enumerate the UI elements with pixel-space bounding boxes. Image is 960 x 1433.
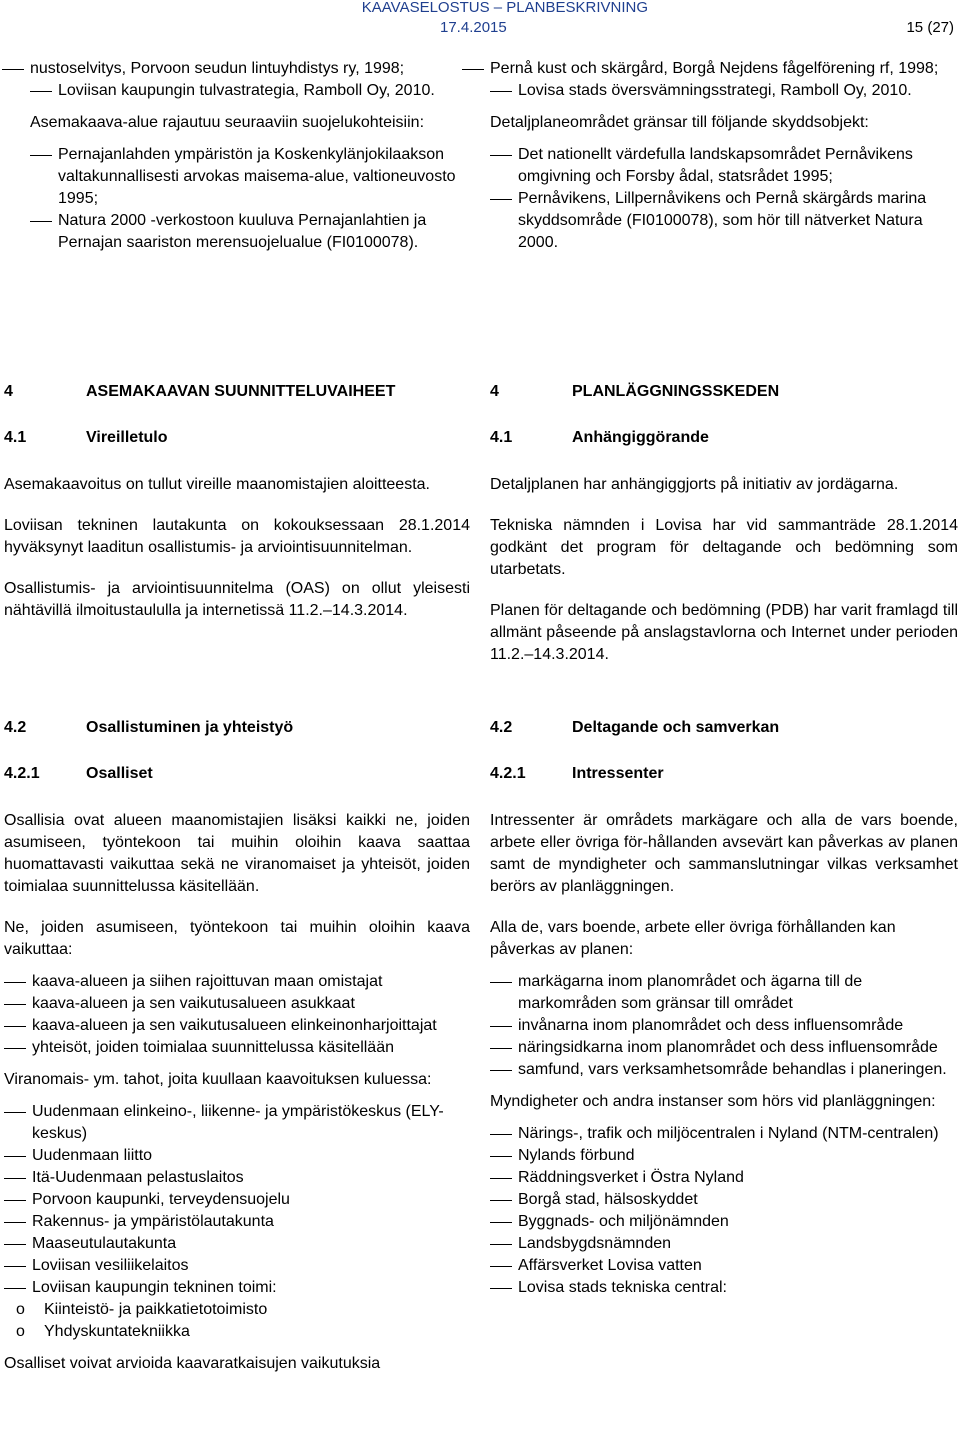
- section-4-2-1-sv: [490, 810, 958, 1299]
- list-item: Byggnads- och miljönämnden: [490, 1211, 958, 1233]
- document-title: KAAVASELOSTUS – PLANBESKRIVNING: [361, 0, 648, 16]
- paragraph: Detaljplaneområdet gränsar till följande skyddsobjekt:: [490, 114, 869, 131]
- paragraph: Osallistumis- ja arviointisuunnitelma (OAS) on ollut yleisesti nähtävillä ilmoitustaululla ja internetissä 11.2.–14.3.2014.: [4, 580, 470, 619]
- heading-4-2-fi: 4.2 Osallistuminen ja yhteistyö: [4, 719, 294, 736]
- paragraph: Planen för deltagande och bedömning (PDB) har varit framlagd till allmänt påseende på anslagstavlorna och Internet under perioden 11.2.–14.3.2014.: [490, 602, 958, 663]
- source-list-fi: [30, 58, 470, 102]
- list-item: Porvoon kaupunki, terveydensuojelu: [4, 1189, 470, 1211]
- top-right-section: [490, 58, 958, 254]
- list-item: Maaseutulautakunta: [4, 1233, 470, 1255]
- list-item: Lovisa stads översvämningsstrategi, Ramboll Oy, 2010.: [490, 80, 958, 102]
- paragraph: Detaljplanen har anhängiggjorts på initiativ av jordägarna.: [490, 476, 899, 493]
- stakeholder-list-fi: [4, 971, 470, 1059]
- technical-sublist-fi: [4, 1299, 470, 1343]
- list-item: Affärsverket Lovisa vatten: [490, 1255, 958, 1277]
- authority-list-sv: [490, 1123, 958, 1299]
- list-item: Loviisan kaupungin tulvastrategia, Ramboll Oy, 2010.: [30, 80, 470, 102]
- list-item: Borgå stad, hälsoskyddet: [490, 1189, 958, 1211]
- protection-list-sv: [490, 144, 958, 254]
- list-item: Uudenmaan elinkeino-, liikenne- ja ympäristökeskus (ELY-keskus): [4, 1101, 470, 1145]
- list-item: Pernåvikens, Lillpernåvikens och Pernå skärgårds marina skyddsområde (FI0100078), som hör till nätverket Natura 2000.: [490, 188, 958, 254]
- authority-list-fi: [4, 1101, 470, 1299]
- list-item: Det nationellt värdefulla landskapsområdet Pernåvikens omgivning och Forsby ådal, statsrådet 1995;: [490, 144, 958, 188]
- list-item: nustoselvitys, Porvoon seudun lintuyhdistys ry, 1998;: [2, 58, 470, 80]
- paragraph: Viranomais- ym. tahot, joita kuullaan kaavoituksen kuluessa:: [4, 1071, 432, 1088]
- list-item: kaava-alueen ja siihen rajoittuvan maan omistajat: [4, 971, 470, 993]
- paragraph: Asemakaava-alue rajautuu seuraaviin suojelukohteisiin:: [30, 114, 425, 131]
- heading-4-2-1-fi: 4.2.1 Osalliset: [4, 765, 153, 782]
- paragraph: Loviisan tekninen lautakunta on kokouksessaan 28.1.2014 hyväksynyt laaditun osallistumis- ja arviointisuunnitelman.: [4, 517, 470, 556]
- list-item: markägarna inom planområdet och ägarna till de markområden som gränsar till området: [490, 971, 958, 1015]
- heading-4-1-fi: 4.1 Vireilletulo: [4, 429, 168, 446]
- list-item: Pernajanlahden ympäristön ja Koskenkylänjokilaakson valtakunnallisesti arvokas maisema-alue, valtioneuvosto 1995;: [30, 144, 470, 210]
- list-item: kaava-alueen ja sen vaikutusalueen elinkeinonharjoittajat: [4, 1015, 470, 1037]
- heading-4-1-sv: 4.1 Anhängiggörande: [490, 429, 709, 446]
- list-item: näringsidkarna inom planområdet och dess influensområde: [490, 1037, 958, 1059]
- list-item: o Yhdyskuntatekniikka: [16, 1321, 470, 1343]
- section-4-1-sv: [490, 474, 958, 666]
- heading-4-2-sv: 4.2 Deltagande och samverkan: [490, 719, 780, 736]
- paragraph: Osalliset voivat arvioida kaavaratkaisujen vaikutuksia: [4, 1355, 381, 1372]
- heading-4-2-1-sv: 4.2.1 Intressenter: [490, 765, 664, 782]
- list-item: Nylands förbund: [490, 1145, 958, 1167]
- stakeholder-list-sv: [490, 971, 958, 1081]
- list-item: Natura 2000 -verkostoon kuuluva Pernajanlahtien ja Pernajan saariston merensuojelualue (FI0100078).: [30, 210, 470, 254]
- paragraph: Tekniska nämnden i Lovisa har vid sammanträde 28.1.2014 godkänt det program för deltagande och bedömning som utarbetats.: [490, 517, 958, 578]
- list-item: Uudenmaan liitto: [4, 1145, 470, 1167]
- paragraph: Myndigheter och andra instanser som hörs vid planläggningen:: [490, 1093, 936, 1110]
- paragraph: Asemakaavoitus on tullut vireille maanomistajien aloitteesta.: [4, 476, 430, 493]
- list-item: Räddningsverket i Östra Nyland: [490, 1167, 958, 1189]
- document-date: 17.4.2015: [440, 19, 507, 36]
- protection-list-fi: [30, 144, 470, 254]
- list-item: Närings-, trafik och miljöcentralen i Nyland (NTM-centralen): [490, 1123, 958, 1145]
- list-item: kaava-alueen ja sen vaikutusalueen asukkaat: [4, 993, 470, 1015]
- list-item: invånarna inom planområdet och dess influensområde: [490, 1015, 958, 1037]
- section-4-2-1-fi: [4, 810, 470, 1375]
- paragraph: Alla de, vars boende, arbete eller övriga förhållanden kan påverkas av planen:: [490, 919, 896, 958]
- list-item: Loviisan kaupungin tekninen toimi:: [4, 1277, 470, 1299]
- list-item: o Kiinteistö- ja paikkatietotoimisto: [16, 1299, 470, 1321]
- source-list-sv: [490, 58, 958, 102]
- paragraph: Intressenter är områdets markägare och alla de vars boende, arbete eller övriga för-hållanden avsevärt kan påverkas av planen samt de myndigheter och sammanslutningar vilkas verksamhet berörs av planläggningen.: [490, 812, 958, 895]
- list-item: Landsbygdsnämnden: [490, 1233, 958, 1255]
- list-item: Rakennus- ja ympäristölautakunta: [4, 1211, 470, 1233]
- list-item: Pernå kust och skärgård, Borgå Nejdens fågelförening rf, 1998;: [462, 58, 958, 80]
- paragraph: Ne, joiden asumiseen, työntekoon tai muihin oloihin kaava vaikuttaa:: [4, 919, 470, 958]
- paragraph: Osallisia ovat alueen maanomistajien lisäksi kaikki ne, joiden asumiseen, työntekoon tai muihin oloihin kaava saattaa huomattavasti vaikuttaa sekä ne viranomaiset ja yhteisöt, joiden toimialaa suunnittelussa käsitellään.: [4, 812, 470, 895]
- list-item: Lovisa stads tekniska central:: [490, 1277, 958, 1299]
- heading-4-sv: 4 PLANLÄGGNINGSSKEDEN: [490, 383, 780, 400]
- page-number: 15 (27): [906, 19, 954, 36]
- list-item: Itä-Uudenmaan pelastuslaitos: [4, 1167, 470, 1189]
- list-item: Loviisan vesiliikelaitos: [4, 1255, 470, 1277]
- top-left-section: [30, 58, 470, 254]
- list-item: yhteisöt, joiden toimialaa suunnittelussa käsitellään: [4, 1037, 470, 1059]
- list-item: samfund, vars verksamhetsområde behandlas i planeringen.: [490, 1059, 958, 1081]
- heading-4-fi: 4 ASEMAKAAVAN SUUNNITTELUVAIHEET: [4, 383, 396, 400]
- section-4-1-fi: [4, 474, 470, 622]
